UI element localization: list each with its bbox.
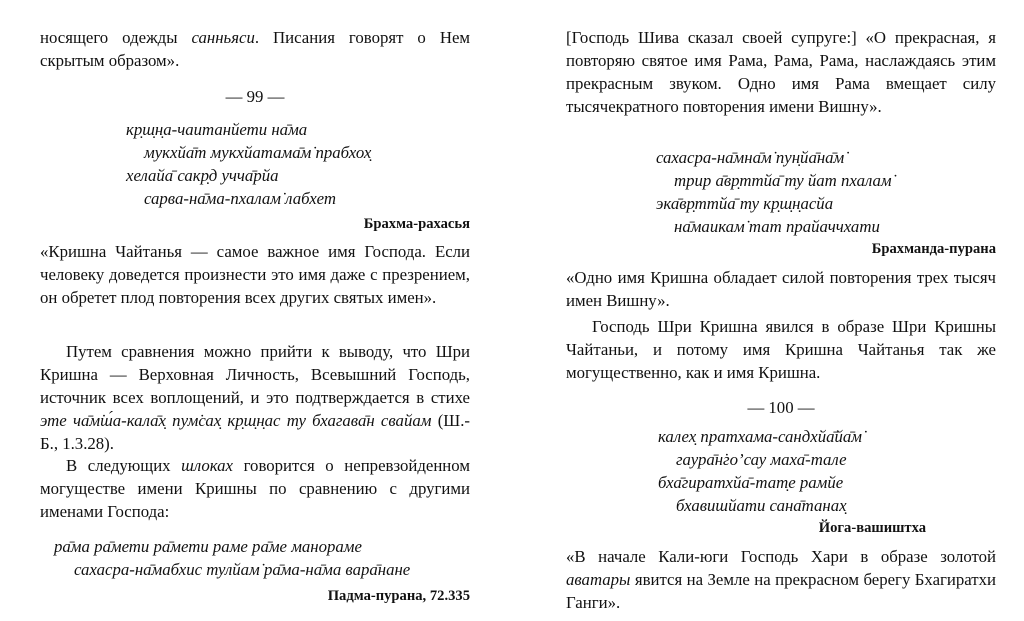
verse-line: сахасра-на̄мабхис тулйам̇ ра̄ма-на̄ма вара̄нане bbox=[74, 560, 411, 579]
right-page bbox=[566, 0, 996, 621]
verse-source: Брахма-рахасья bbox=[363, 216, 470, 232]
left-page bbox=[40, 0, 470, 621]
paragraph bbox=[40, 340, 470, 455]
verse-source: Йога-вашиштха bbox=[818, 520, 926, 536]
text: «В начале Кали-юги Господь Хари в образе золотой bbox=[566, 547, 996, 566]
verse-line: ра̄ма ра̄мети ра̄мети раме ра̄ме манораме bbox=[54, 537, 362, 556]
paragraph: Господь Шри Кришна явился в образе Шри Кришны Чайтаньи, и потому имя Кришна Чайтанья так же могущественно, как и имя Кришна. bbox=[566, 317, 996, 382]
verse-line: мукхйа̄т мукхйатама̄м̇ прабхох̣ bbox=[144, 143, 372, 162]
verse-line: бха̄гиратхйа̄-тат̣е рамйе bbox=[658, 473, 844, 492]
page-number: — 99 — bbox=[225, 87, 285, 106]
italic-term: санньяси bbox=[191, 28, 255, 47]
verse-line: хелайа̄ сакр̣д учча̄рйа bbox=[126, 166, 279, 185]
paragraph: «Кришна Чайтанья — самое важное имя Господа. Если человеку доведется произнести это имя даже с презрением, он обретет плод повторения всех других святых имен». bbox=[40, 242, 470, 307]
text: говорится о непревзойденном могуществе имени Кришны по сравнению с другими именами Господа: bbox=[40, 456, 470, 521]
verse-line: на̄маикам̇ тат прайаччхати bbox=[674, 217, 880, 236]
verse-line: кр̣ш̣н̣а-чаитанйети на̄ма bbox=[126, 120, 308, 139]
italic-term: шлоках bbox=[181, 456, 234, 475]
verse-line: эка̄вр̣ттйа̄ ту кр̣ш̣н̣асйа bbox=[656, 194, 834, 213]
page-number: — 100 — bbox=[747, 398, 815, 417]
paragraph bbox=[40, 454, 470, 523]
paragraph: «Одно имя Кришна обладает силой повторения трех тысяч имен Вишну». bbox=[566, 268, 996, 310]
paragraph bbox=[40, 26, 470, 72]
text: носящего одежды bbox=[40, 28, 192, 47]
verse-source: Брахманда-пурана bbox=[871, 241, 996, 257]
verse-line: трир а̄вр̣ттйа̄ ту йат пхалам̇ bbox=[674, 171, 892, 190]
verse-line: бхавишйати сана̄танах̣ bbox=[676, 496, 847, 515]
text: Путем сравнения можно прийти к выводу, что Шри Кришна — Верховная Личность, Всевышний Господь, источник всех воплощений, и это подтверждается в стихе bbox=[40, 342, 470, 407]
text: (Ш.-Б., 1.3.28). bbox=[40, 411, 470, 453]
verse-line: гаура̄н̇го’сау маха̄-тале bbox=[676, 450, 847, 469]
paragraph bbox=[566, 545, 996, 614]
italic-verse-quote: эте ча̄м̇ш́а-кала̄х̣ пум̇сах̣ кр̣ш̣н̣ас ту бхагава̄н свайам bbox=[40, 411, 432, 430]
italic-term: аватары bbox=[566, 570, 631, 589]
text: В следующих bbox=[66, 456, 182, 475]
verse-line: калех̣ пратхама-сандхйа̄йа̄м̇ bbox=[658, 427, 862, 446]
verse-source: Падма-пурана, 72.335 bbox=[327, 588, 470, 604]
verse-line: сахасра-на̄мна̄м̇ пун̣йа̄на̄м̇ bbox=[656, 148, 845, 167]
paragraph: [Господь Шива сказал своей супруге:] «О прекрасная, я повторяю святое имя Рама, Рама, Рама, наслаждаясь этим прекрасным звуком. Одно имя Рама вмещает силу тысячекратного повторения имени Вишну». bbox=[566, 28, 996, 116]
text: явится на Земле на прекрасном берегу Бхагиратхи Ганги». bbox=[566, 570, 996, 612]
verse-line: сарва-на̄ма-пхалам̇ лабхет bbox=[144, 189, 336, 208]
text: . Писания говорят о Нем скрытым образом». bbox=[40, 28, 471, 70]
